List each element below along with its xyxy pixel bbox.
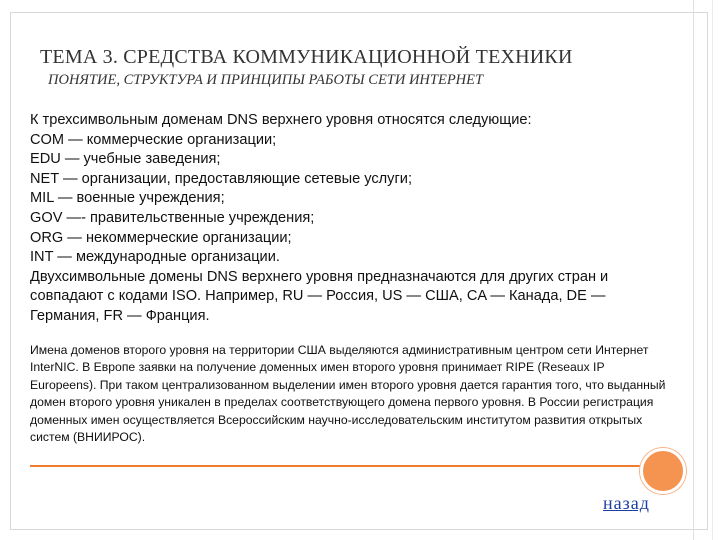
decorative-vertical-line <box>693 0 694 540</box>
decorative-vertical-line <box>712 0 713 540</box>
back-link[interactable]: назад <box>603 493 650 513</box>
text-line: MIL — военные учреждения; <box>30 190 225 207</box>
text-line: ORG — некоммерческие организации; <box>30 229 292 246</box>
text-line: GOV —- правительственные учреждения; <box>30 209 315 226</box>
page-subtitle: ПОНЯТИЕ, СТРУКТУРА И ПРИНЦИПЫ РАБОТЫ СЕТИ ИНТЕРНЕТ <box>48 72 484 88</box>
text-line: NET — организации, предоставляющие сетевые услуги; <box>30 170 413 187</box>
main-text <box>30 111 678 327</box>
text-line: EDU — учебные заведения; <box>30 151 221 168</box>
divider-line <box>30 465 645 467</box>
text-line: К трехсимвольным доменам DNS верхнего уровня относятся следующие: <box>30 112 532 128</box>
text-line: INT — международные организации. <box>30 249 280 266</box>
page-title: ТЕМА 3. СРЕДСТВА КОММУНИКАЦИОННОЙ ТЕХНИКИ <box>40 46 573 68</box>
second-level-domains-paragraph: Имена доменов второго уровня на территории США выделяются административным центром сети Интернет InterNIC. В Европе заявки на получение доменных имен второго уровня принимает RIPE (Reseaux IP Europeens). При таком централизованном выделении имен второго уровня дается гарантия того, что выданный домен второго уровня уникален в пределах соответствующего домена первого уровня. В России регистрация доменных имен осуществляется Всероссийским научно-исследовательским институтом развития открытых систем (ВНИИРОС). <box>30 343 666 445</box>
decorative-circle <box>640 448 686 494</box>
text-line: COM — коммерческие организации; <box>30 131 277 148</box>
two-letter-domains-paragraph: Двухсимвольные домены DNS верхнего уровня предназначаются для других стран и совпадают с кодами ISO. Например, RU — Россия, US — США, CA — Канада, DE — Германия, FR — Франция. <box>30 268 609 324</box>
